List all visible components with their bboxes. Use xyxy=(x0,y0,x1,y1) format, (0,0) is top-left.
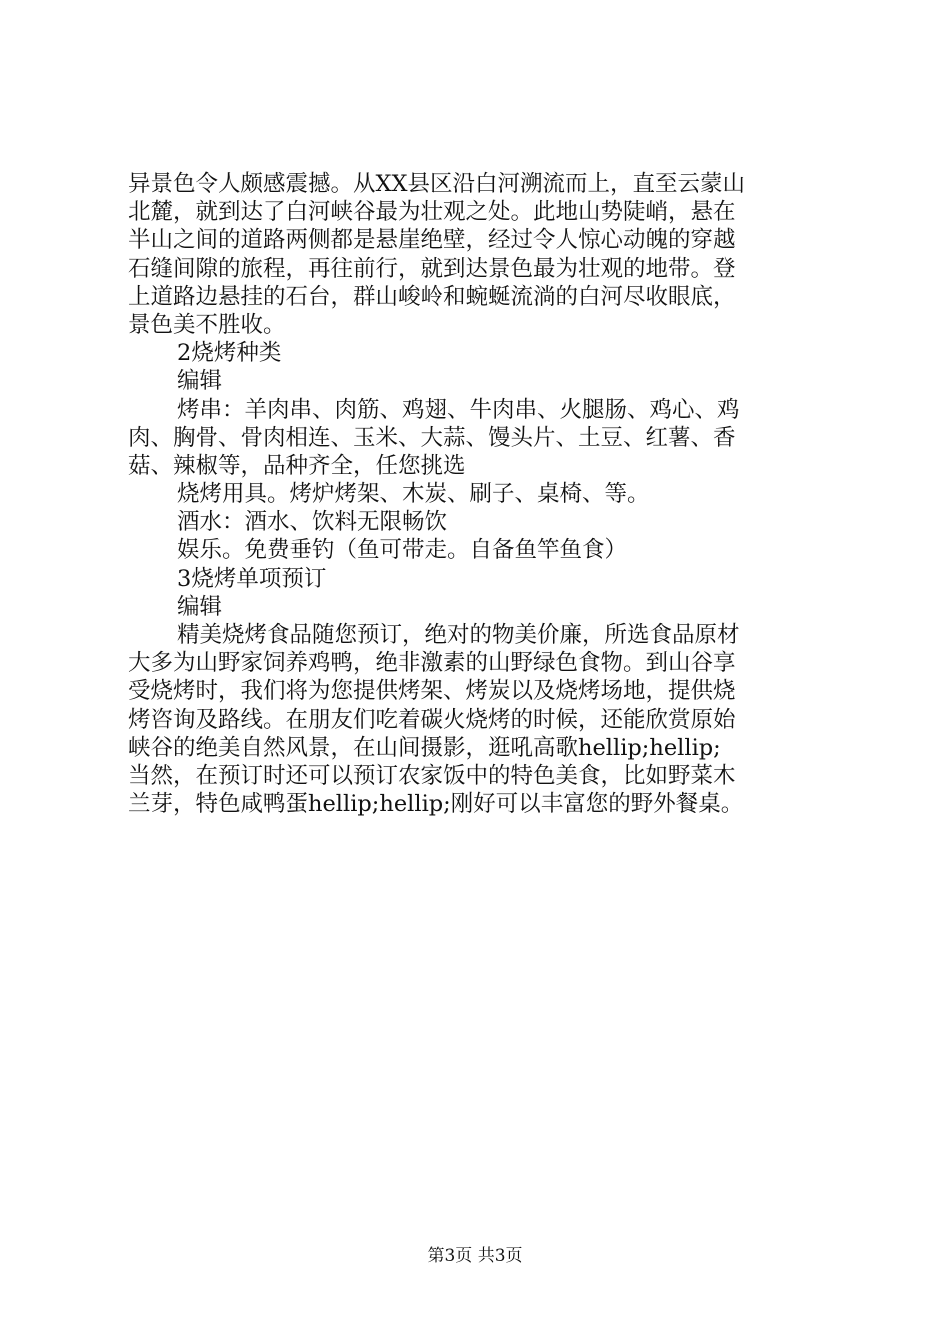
text-line: 烤咨询及路线。在朋友们吃着碳火烧烤的时候，还能欣赏原始 xyxy=(128,706,736,733)
section-heading: 2烧烤种类 xyxy=(177,340,282,367)
text-line: 精美烧烤食品随您预订，绝对的物美价廉，所选食品原材 xyxy=(177,622,740,648)
text-line: 受烧烤时，我们将为您提供烤架、烤炭以及烧烤场地，提供烧 xyxy=(128,678,736,705)
text-line: 峡谷的绝美自然风景，在山间摄影，逛吼高歌hellip;hellip; xyxy=(128,734,721,761)
section-heading: 3烧烤单项预订 xyxy=(177,565,327,592)
edit-label: 编辑 xyxy=(177,368,223,395)
edit-label: 编辑 xyxy=(177,593,223,620)
text-line: 酒水：酒水、饮料无限畅饮 xyxy=(177,509,448,536)
document-body xyxy=(128,170,828,818)
text-line: 北麓，就到达了白河峡谷最为壮观之处。此地山势陡峭，悬在 xyxy=(128,199,736,226)
text-line: 娱乐。免费垂钓（鱼可带走。自备鱼竿鱼食） xyxy=(177,537,628,564)
text-line: 上道路边悬挂的石台，群山峻岭和蜿蜒流淌的白河尽收眼底， xyxy=(128,283,736,310)
text-line: 当然，在预订时还可以预订农家饭中的特色美食，比如野菜木 xyxy=(128,762,736,789)
text-line: 烤串：羊肉串、肉筋、鸡翅、牛肉串、火腿肠、鸡心、鸡 xyxy=(177,396,740,423)
page-footer: 第3页 共3页 xyxy=(427,1246,523,1266)
text-line: 石缝间隙的旅程，再往前行，就到达景色最为壮观的地带。登 xyxy=(128,255,736,282)
text-line: 菇、辣椒等，品种齐全，任您挑选 xyxy=(128,452,466,479)
text-line: 肉、胸骨、骨肉相连、玉米、大蒜、馒头片、土豆、红薯、香 xyxy=(128,424,736,451)
text-line: 异景色令人颇感震撼。从XX县区沿白河溯流而上，直至云蒙山 xyxy=(128,171,746,197)
text-line: 大多为山野家饲养鸡鸭，绝非激素的山野绿色食物。到山谷享 xyxy=(128,650,736,677)
text-line: 兰芽，特色咸鸭蛋hellip;hellip;刚好可以丰富您的野外餐桌。 xyxy=(128,791,744,818)
text-line: 烧烤用具。烤炉烤架、木炭、刷子、桌椅、等。 xyxy=(177,481,650,508)
text-line: 景色美不胜收。 xyxy=(128,311,286,338)
text-line: 半山之间的道路两侧都是悬崖绝壁，经过令人惊心动魄的穿越 xyxy=(128,227,736,254)
